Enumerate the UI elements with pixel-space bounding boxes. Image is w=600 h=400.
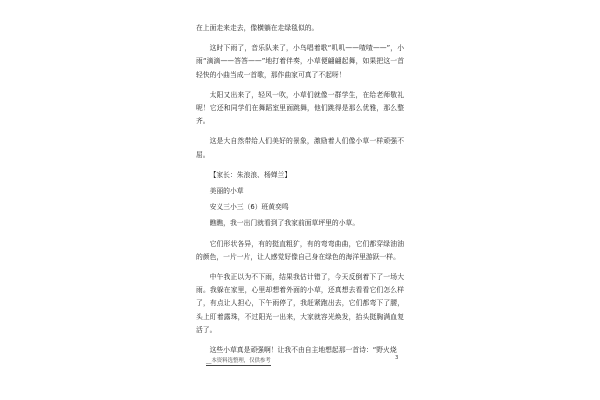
paragraph-6: 它们形状各异，有的挺直粗犷，有的弯弯曲曲，它们都穿绿油油的颜色，一片一片，让人感觉好像自己身在绿色的海洋里游跃一样。 xyxy=(196,239,404,261)
paragraph-3: 太阳又出来了，轻风一吹，小草们就像一群学生，在给老师敬礼呢！它还和同学们在舞蹈室里面跳舞，他们跳得是那么优雅，那么整齐。 xyxy=(196,90,404,126)
paragraph-7: 中午我正以为不下雨，结果我估计错了，今天反倒着下了一场大雨。我躲在家里，心里却想着外面的小草，还真想去看看它们怎么样了，有点让人担心，下午雨停了，我赶紧跑出去，它们都弯下了腰，头上盯着露珠，不过阳光一出来，大家就容光焕发，抬头挺胸满血复活了。 xyxy=(196,273,404,334)
footer-note: __本资料选整理，仅供参考 xyxy=(206,358,271,364)
paragraph-1: 在上面走来走去，像横躺在走绿毯似的。 xyxy=(196,24,319,32)
paragraph-2: 这时下雨了，音乐队来了，小鸟唱着歌“叽叽——喳喳——”，小雨“滴滴——答答——”地打着伴奏，小草便翩翩起舞，如果把这一首轻快的小曲当成一首歌，那作曲家可真了不起呀！ xyxy=(196,44,404,79)
paragraph-5: 瞧瞧，我一出门就看到了我家前面草坪里的小草。 xyxy=(209,219,360,228)
paragraph-4: 这是大自然带给人们美好的景象，激励着人们像小草一样顽强不屈。 xyxy=(196,137,404,159)
paragraph-8: 这些小草真是顽强啊！让我不由自主地想起那一首诗：“野火烧 xyxy=(209,346,397,355)
essay-author: 安义三小三（6）班黄奕鸣 xyxy=(209,203,289,212)
page-number: 3 xyxy=(395,355,399,361)
document-body xyxy=(196,22,404,357)
parent-credit: 【家长：朱浪浪、杨婵兰】 xyxy=(209,170,292,179)
essay-title: 美丽的小草 xyxy=(209,187,244,196)
